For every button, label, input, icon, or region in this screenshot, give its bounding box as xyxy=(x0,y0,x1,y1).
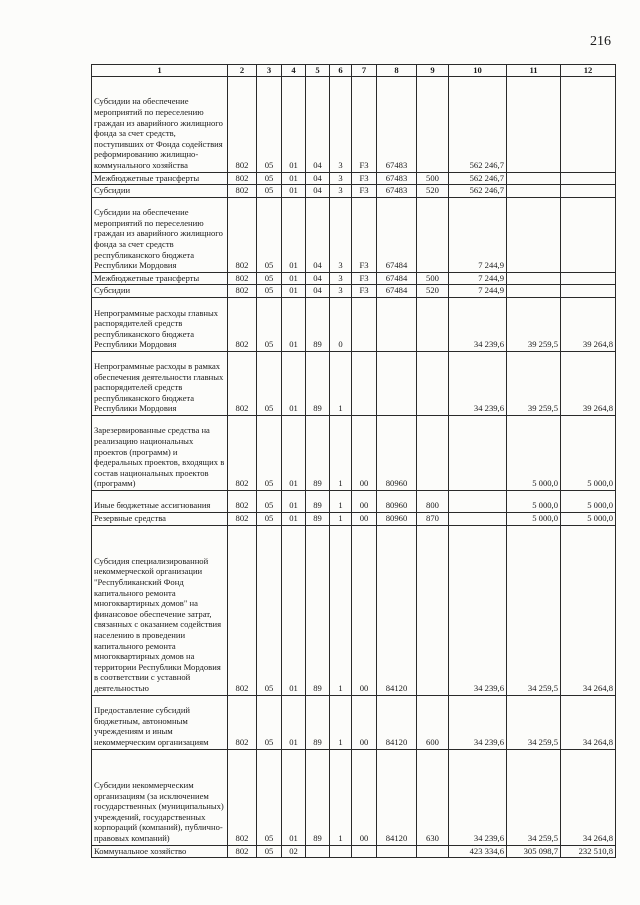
code-cell: F3 xyxy=(352,285,377,298)
table-row xyxy=(92,272,616,285)
row-label: Коммунальное хозяйство xyxy=(92,845,228,858)
code-cell: 05 xyxy=(257,76,282,172)
header-row xyxy=(92,65,616,77)
code-cell: 84120 xyxy=(377,695,417,749)
code-cell: 500 xyxy=(417,272,449,285)
code-cell xyxy=(377,845,417,858)
code-cell: 3 xyxy=(330,185,352,198)
row-label: Субсидия специализированной некоммерческой организации "Республиканский Фонд капитального ремонта многоквартирных домов" на финансовое обеспечение затрат, связанных с оказанием содействия населению в проведении капитального ремонта многоквартирных домов на территории Республики Мордовия в соответствии с уставной деятельностью xyxy=(92,525,228,695)
code-cell: 500 xyxy=(417,172,449,185)
code-cell: 3 xyxy=(330,197,352,272)
row-label: Субсидии некоммерческим организациям (за исключением государственных (муниципальных) учреждений, государственных корпораций (компаний), публично-правовых компаний) xyxy=(92,749,228,845)
code-cell: 802 xyxy=(228,172,257,185)
amount-cell: 34 259,5 xyxy=(507,525,561,695)
code-cell: 89 xyxy=(306,695,330,749)
code-cell: 67484 xyxy=(377,285,417,298)
code-cell: 67483 xyxy=(377,185,417,198)
row-label: Субсидии на обеспечение мероприятий по переселению граждан из аварийного жилищного фонда за счет средств республиканского бюджета Республики Мордовия xyxy=(92,197,228,272)
code-cell: 05 xyxy=(257,415,282,490)
amount-cell: 5 000,0 xyxy=(561,490,616,512)
amount-cell xyxy=(561,197,616,272)
code-cell: 3 xyxy=(330,172,352,185)
code-cell: 00 xyxy=(352,695,377,749)
code-cell: 01 xyxy=(282,285,306,298)
code-cell: 3 xyxy=(330,285,352,298)
table-row xyxy=(92,525,616,695)
amount-cell: 7 244,9 xyxy=(449,197,507,272)
code-cell: 01 xyxy=(282,351,306,415)
code-cell: 802 xyxy=(228,490,257,512)
amount-cell: 562 246,7 xyxy=(449,76,507,172)
code-cell: 01 xyxy=(282,185,306,198)
code-cell: 870 xyxy=(417,512,449,525)
code-cell: 802 xyxy=(228,285,257,298)
code-cell: 1 xyxy=(330,490,352,512)
table-row xyxy=(92,845,616,858)
code-cell: 1 xyxy=(330,695,352,749)
code-cell: 01 xyxy=(282,297,306,351)
code-cell: 04 xyxy=(306,172,330,185)
code-cell: 802 xyxy=(228,351,257,415)
code-cell: 1 xyxy=(330,512,352,525)
code-cell: 04 xyxy=(306,272,330,285)
column-header: 4 xyxy=(282,65,306,77)
code-cell: 02 xyxy=(282,845,306,858)
amount-cell: 5 000,0 xyxy=(507,512,561,525)
row-label: Субсидии xyxy=(92,285,228,298)
column-header: 2 xyxy=(228,65,257,77)
row-label: Непрограммные расходы главных распорядителей средств республиканского бюджета Республики Мордовия xyxy=(92,297,228,351)
amount-cell: 5 000,0 xyxy=(561,512,616,525)
column-header: 1 xyxy=(92,65,228,77)
table-row xyxy=(92,185,616,198)
column-header: 7 xyxy=(352,65,377,77)
amount-cell: 34 264,8 xyxy=(561,749,616,845)
code-cell: 67483 xyxy=(377,76,417,172)
code-cell: 802 xyxy=(228,76,257,172)
code-cell: 1 xyxy=(330,351,352,415)
code-cell: F3 xyxy=(352,185,377,198)
code-cell: 89 xyxy=(306,351,330,415)
code-cell xyxy=(417,415,449,490)
code-cell xyxy=(417,845,449,858)
code-cell: 05 xyxy=(257,272,282,285)
code-cell: 00 xyxy=(352,415,377,490)
table-row xyxy=(92,297,616,351)
code-cell: 802 xyxy=(228,845,257,858)
table-row xyxy=(92,749,616,845)
column-header: 3 xyxy=(257,65,282,77)
code-cell: 05 xyxy=(257,172,282,185)
amount-cell: 34 264,8 xyxy=(561,525,616,695)
code-cell: 802 xyxy=(228,512,257,525)
code-cell: F3 xyxy=(352,172,377,185)
code-cell: 67483 xyxy=(377,172,417,185)
code-cell: 520 xyxy=(417,285,449,298)
code-cell: 05 xyxy=(257,490,282,512)
amount-cell xyxy=(561,272,616,285)
code-cell: 89 xyxy=(306,490,330,512)
code-cell: 80960 xyxy=(377,415,417,490)
amount-cell: 5 000,0 xyxy=(507,490,561,512)
code-cell: 802 xyxy=(228,197,257,272)
column-header: 8 xyxy=(377,65,417,77)
amount-cell: 34 259,5 xyxy=(507,695,561,749)
code-cell: 05 xyxy=(257,185,282,198)
column-header: 6 xyxy=(330,65,352,77)
table-row xyxy=(92,490,616,512)
row-label: Межбюджетные трансферты xyxy=(92,172,228,185)
code-cell: 802 xyxy=(228,695,257,749)
code-cell: 630 xyxy=(417,749,449,845)
code-cell: 1 xyxy=(330,749,352,845)
code-cell: 89 xyxy=(306,297,330,351)
table-row xyxy=(92,351,616,415)
amount-cell: 34 259,5 xyxy=(507,749,561,845)
code-cell: 01 xyxy=(282,695,306,749)
amount-cell: 562 246,7 xyxy=(449,172,507,185)
code-cell: 05 xyxy=(257,512,282,525)
code-cell: 1 xyxy=(330,525,352,695)
code-cell: 05 xyxy=(257,197,282,272)
amount-cell xyxy=(561,76,616,172)
amount-cell: 34 239,6 xyxy=(449,525,507,695)
code-cell: 80960 xyxy=(377,512,417,525)
code-cell: 89 xyxy=(306,415,330,490)
amount-cell: 39 259,5 xyxy=(507,351,561,415)
code-cell: 01 xyxy=(282,415,306,490)
code-cell: 00 xyxy=(352,512,377,525)
code-cell: F3 xyxy=(352,272,377,285)
row-label: Иные бюджетные ассигнования xyxy=(92,490,228,512)
table-row xyxy=(92,285,616,298)
amount-cell: 5 000,0 xyxy=(561,415,616,490)
table-row xyxy=(92,695,616,749)
table-body xyxy=(92,76,616,858)
amount-cell xyxy=(449,415,507,490)
amount-cell: 39 264,8 xyxy=(561,351,616,415)
code-cell xyxy=(306,845,330,858)
code-cell xyxy=(417,351,449,415)
code-cell: F3 xyxy=(352,76,377,172)
table-row xyxy=(92,172,616,185)
amount-cell xyxy=(449,512,507,525)
row-label: Зарезервированные средства на реализацию национальных проектов (программ) и федеральных проектов, входящих в состав национальных проектов (программ) xyxy=(92,415,228,490)
code-cell: 05 xyxy=(257,351,282,415)
code-cell: 802 xyxy=(228,297,257,351)
code-cell: 05 xyxy=(257,845,282,858)
code-cell xyxy=(417,297,449,351)
row-label: Межбюджетные трансферты xyxy=(92,272,228,285)
code-cell: 84120 xyxy=(377,749,417,845)
amount-cell: 423 334,6 xyxy=(449,845,507,858)
code-cell: 01 xyxy=(282,525,306,695)
amount-cell: 34 239,6 xyxy=(449,297,507,351)
code-cell: 01 xyxy=(282,512,306,525)
row-label: Субсидии на обеспечение мероприятий по переселению граждан из аварийного жилищного фонда за счет средств, поступивших от Фонда содействия реформированию жилищно-коммунального хозяйства xyxy=(92,76,228,172)
column-header: 12 xyxy=(561,65,616,77)
amount-cell: 34 239,6 xyxy=(449,695,507,749)
code-cell xyxy=(352,351,377,415)
amount-cell xyxy=(561,285,616,298)
code-cell: 05 xyxy=(257,749,282,845)
code-cell: 04 xyxy=(306,197,330,272)
code-cell: 84120 xyxy=(377,525,417,695)
amount-cell: 34 264,8 xyxy=(561,695,616,749)
code-cell: 802 xyxy=(228,185,257,198)
amount-cell: 232 510,8 xyxy=(561,845,616,858)
code-cell: 04 xyxy=(306,285,330,298)
code-cell xyxy=(417,525,449,695)
budget-table xyxy=(91,64,616,858)
row-label: Предоставление субсидий бюджетным, автономным учреждениям и иным некоммерческим организациям xyxy=(92,695,228,749)
code-cell: 600 xyxy=(417,695,449,749)
amount-cell xyxy=(507,76,561,172)
amount-cell xyxy=(507,285,561,298)
code-cell: 05 xyxy=(257,297,282,351)
row-label: Резервные средства xyxy=(92,512,228,525)
code-cell: 00 xyxy=(352,525,377,695)
column-header: 9 xyxy=(417,65,449,77)
code-cell xyxy=(330,845,352,858)
code-cell: 67484 xyxy=(377,197,417,272)
amount-cell: 5 000,0 xyxy=(507,415,561,490)
code-cell: 802 xyxy=(228,525,257,695)
code-cell: 3 xyxy=(330,272,352,285)
code-cell: 00 xyxy=(352,490,377,512)
code-cell xyxy=(352,297,377,351)
code-cell: 05 xyxy=(257,695,282,749)
amount-cell: 39 264,8 xyxy=(561,297,616,351)
amount-cell: 562 246,7 xyxy=(449,185,507,198)
code-cell: 800 xyxy=(417,490,449,512)
code-cell: 01 xyxy=(282,272,306,285)
code-cell xyxy=(417,76,449,172)
code-cell xyxy=(377,297,417,351)
code-cell: 520 xyxy=(417,185,449,198)
amount-cell xyxy=(561,172,616,185)
amount-cell: 7 244,9 xyxy=(449,285,507,298)
code-cell: 01 xyxy=(282,172,306,185)
code-cell: 80960 xyxy=(377,490,417,512)
code-cell: 0 xyxy=(330,297,352,351)
amount-cell xyxy=(507,272,561,285)
code-cell: 802 xyxy=(228,415,257,490)
code-cell xyxy=(352,845,377,858)
amount-cell: 34 239,6 xyxy=(449,351,507,415)
code-cell xyxy=(417,197,449,272)
code-cell: 802 xyxy=(228,272,257,285)
code-cell: 01 xyxy=(282,197,306,272)
row-label: Непрограммные расходы в рамках обеспечения деятельности главных распорядителей средств республиканского бюджета Республики Мордовия xyxy=(92,351,228,415)
amount-cell xyxy=(507,185,561,198)
amount-cell xyxy=(507,172,561,185)
amount-cell: 34 239,6 xyxy=(449,749,507,845)
code-cell: 89 xyxy=(306,749,330,845)
amount-cell: 7 244,9 xyxy=(449,272,507,285)
code-cell: 05 xyxy=(257,285,282,298)
amount-cell xyxy=(561,185,616,198)
amount-cell: 305 098,7 xyxy=(507,845,561,858)
code-cell: 05 xyxy=(257,525,282,695)
code-cell: 89 xyxy=(306,512,330,525)
page-number: 216 xyxy=(590,34,611,49)
code-cell: 67484 xyxy=(377,272,417,285)
column-header: 10 xyxy=(449,65,507,77)
amount-cell xyxy=(507,197,561,272)
table-row xyxy=(92,197,616,272)
code-cell: 01 xyxy=(282,76,306,172)
code-cell: 3 xyxy=(330,76,352,172)
code-cell: F3 xyxy=(352,197,377,272)
column-header: 5 xyxy=(306,65,330,77)
code-cell: 04 xyxy=(306,185,330,198)
code-cell: 04 xyxy=(306,76,330,172)
amount-cell xyxy=(449,490,507,512)
table-row xyxy=(92,415,616,490)
row-label: Субсидии xyxy=(92,185,228,198)
code-cell: 89 xyxy=(306,525,330,695)
amount-cell: 39 259,5 xyxy=(507,297,561,351)
code-cell: 01 xyxy=(282,490,306,512)
table-row xyxy=(92,76,616,172)
code-cell: 802 xyxy=(228,749,257,845)
column-header: 11 xyxy=(507,65,561,77)
code-cell: 00 xyxy=(352,749,377,845)
code-cell xyxy=(377,351,417,415)
code-cell: 01 xyxy=(282,749,306,845)
table-row xyxy=(92,512,616,525)
code-cell: 1 xyxy=(330,415,352,490)
